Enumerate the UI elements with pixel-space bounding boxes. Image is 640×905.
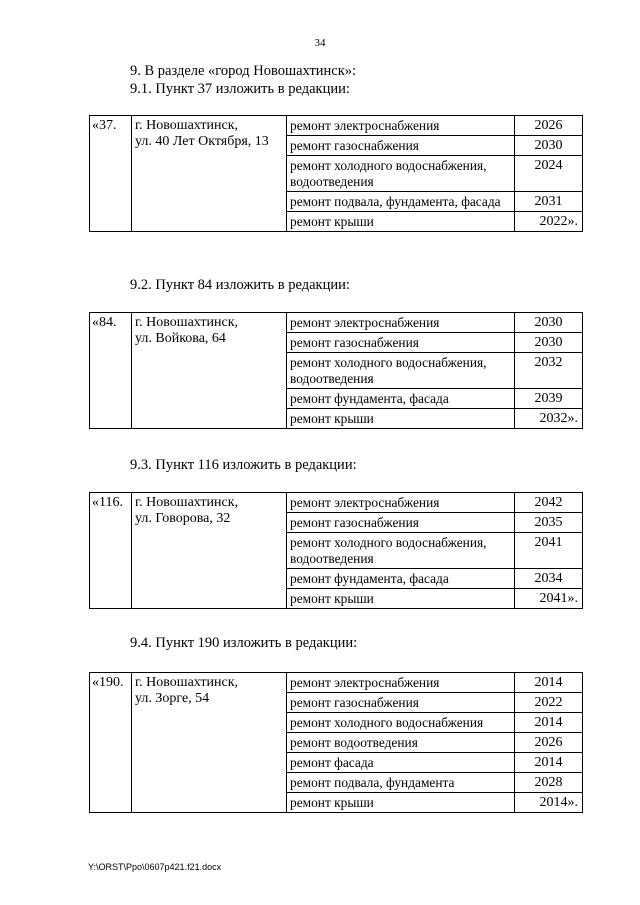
work-year: 2026 [515,116,583,136]
address-cell [132,673,287,813]
item-190-heading: 9.4. Пункт 190 изложить в редакции: [130,635,358,651]
address-street: ул. Говорова, 32 [135,511,231,526]
work-type: ремонт подвала, фундамента, фасада [287,192,515,212]
table-row [90,493,583,513]
work-year: 2041 [515,533,583,569]
work-type: ремонт электроснабжения [287,116,515,136]
work-type: ремонт холодного водоснабжения, водоотведения [287,156,515,192]
table-row [90,673,583,693]
address-cell [132,493,287,609]
work-year: 2022». [515,212,583,232]
item-37-heading: 9.1. Пункт 37 изложить в редакции: [130,81,350,97]
work-type: ремонт фасада [287,753,515,773]
footer-file-path: Y:\ORST\Ppo\0607p421.f21.docx [88,862,222,872]
work-year: 2031 [515,192,583,212]
table-row [90,116,583,136]
item-number: «116. [90,493,132,609]
work-type: ремонт газоснабжения [287,333,515,353]
work-type: ремонт фундамента, фасада [287,569,515,589]
work-type: ремонт газоснабжения [287,513,515,533]
table-row [90,313,583,333]
item-37-table [89,115,583,232]
work-type: ремонт подвала, фундамента [287,773,515,793]
work-type: ремонт крыши [287,212,515,232]
work-type: ремонт фундамента, фасада [287,389,515,409]
work-year: 2041». [515,589,583,609]
work-type: ремонт холодного водоснабжения [287,713,515,733]
work-type: ремонт крыши [287,589,515,609]
work-year: 2042 [515,493,583,513]
item-116-heading: 9.3. Пункт 116 изложить в редакции: [130,457,357,473]
item-84-heading: 9.2. Пункт 84 изложить в редакции: [130,277,350,293]
work-year: 2014 [515,673,583,693]
work-type: ремонт водоотведения [287,733,515,753]
work-year: 2024 [515,156,583,192]
item-190-table [89,672,583,813]
work-year: 2030 [515,313,583,333]
item-number: «37. [90,116,132,232]
work-year: 2035 [515,513,583,533]
work-year: 2022 [515,693,583,713]
work-year: 2032 [515,353,583,389]
address-cell [132,313,287,429]
work-year: 2030 [515,136,583,156]
work-type: ремонт крыши [287,409,515,429]
item-number: «190. [90,673,132,813]
item-84-table [89,312,583,429]
work-type: ремонт холодного водоснабжения, водоотведения [287,353,515,389]
address-street: ул. Войкова, 64 [135,331,226,346]
work-type: ремонт крыши [287,793,515,813]
work-type: ремонт газоснабжения [287,136,515,156]
item-116-table [89,492,583,609]
work-type: ремонт холодного водоснабжения, водоотведения [287,533,515,569]
work-type: ремонт электроснабжения [287,313,515,333]
work-year: 2039 [515,389,583,409]
work-year: 2032». [515,409,583,429]
address-city: г. Новошахтинск, [135,495,239,510]
work-year: 2014 [515,753,583,773]
section-intro-heading: 9. В разделе «город Новошахтинск»: [130,63,357,79]
address-city: г. Новошахтинск, [135,118,239,133]
address-street: ул. 40 Лет Октября, 13 [135,134,269,149]
work-year: 2014 [515,713,583,733]
page-number: 34 [314,37,326,49]
work-year: 2014». [515,793,583,813]
address-street: ул. Зорге, 54 [135,691,210,706]
item-number: «84. [90,313,132,429]
work-type: ремонт электроснабжения [287,493,515,513]
work-type: ремонт газоснабжения [287,693,515,713]
work-year: 2030 [515,333,583,353]
address-city: г. Новошахтинск, [135,675,239,690]
address-city: г. Новошахтинск, [135,315,239,330]
work-year: 2026 [515,733,583,753]
address-cell [132,116,287,232]
work-type: ремонт электроснабжения [287,673,515,693]
work-year: 2034 [515,569,583,589]
work-year: 2028 [515,773,583,793]
